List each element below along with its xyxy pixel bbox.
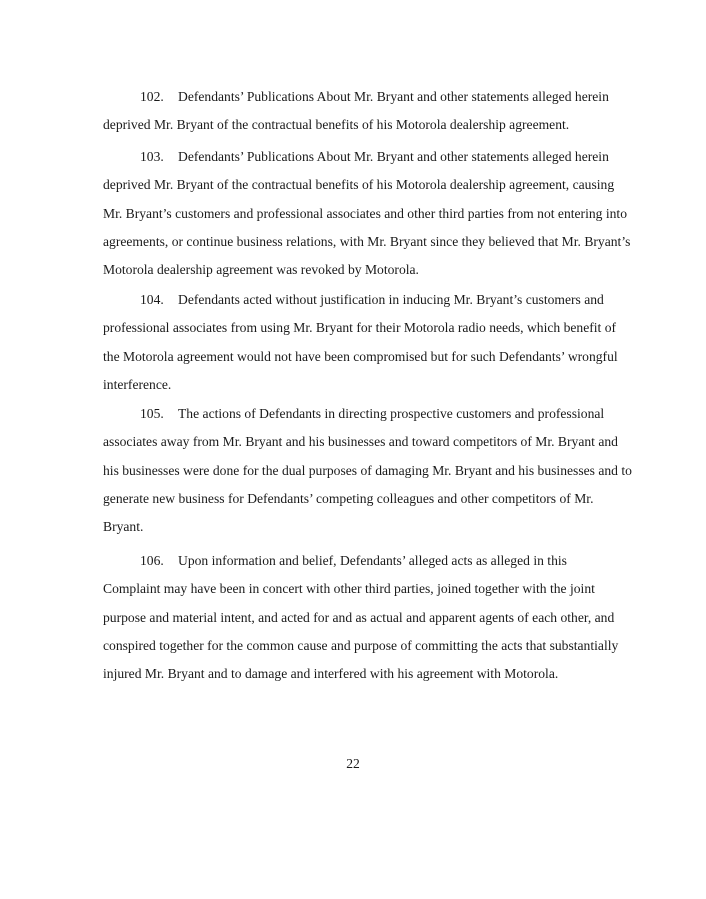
paragraph-line: generate new business for Defendants’ competing colleagues and other competitors of Mr. [103,490,594,506]
paragraph-number: 103. [140,149,164,164]
paragraph-line: deprived Mr. Bryant of the contractual benefits of his Motorola dealership agreement. [103,117,570,133]
paragraph-103 [103,143,631,284]
paragraph-line: conspired together for the common cause and purpose of committing the acts that substantially [103,637,619,653]
paragraph-line: professional associates from using Mr. Bryant for their Motorola radio needs, which benefit of [103,320,617,336]
paragraph-104 [103,286,618,399]
paragraph-line: Upon information and belief, Defendants’ alleged acts as alleged in this [178,553,567,568]
paragraph-line: Defendants’ Publications About Mr. Bryant and other statements alleged herein [178,89,609,104]
paragraph-number: 106. [140,553,164,568]
paragraph-line: agreements, or continue business relations, with Mr. Bryant since they believed that Mr. Bryant’s [103,233,631,249]
paragraph-line: Complaint may have been in concert with other third parties, joined together with the joint [103,581,595,597]
paragraph-102 [103,83,613,140]
paragraph-number: 102. [140,89,164,104]
paragraph-line: the Motorola agreement would not have been compromised but for such Defendants’ wrongful [103,348,618,364]
paragraph-line: interference. [103,376,172,392]
paragraph-line: deprived Mr. Bryant of the contractual benefits of his Motorola dealership agreement, causing [103,177,615,193]
paragraph-line: Bryant. [103,519,144,535]
page-number: 22 [346,756,360,771]
paragraph-line: Defendants acted without justification in inducing Mr. Bryant’s customers and [178,292,604,307]
paragraph-line: associates away from Mr. Bryant and his businesses and toward competitors of Mr. Bryant and [103,434,618,450]
paragraph-line: Mr. Bryant’s customers and professional associates and other third parties from not entering into [103,205,627,221]
paragraph-line: The actions of Defendants in directing prospective customers and professional [178,406,605,421]
paragraph-line: his businesses were done for the dual purposes of damaging Mr. Bryant and his businesses and to [103,462,632,478]
paragraph-106 [103,547,619,688]
paragraph-line: purpose and material intent, and acted for and as actual and apparent agents of each other, and [103,609,615,625]
paragraph-line: Defendants’ Publications About Mr. Bryant and other statements alleged herein [178,149,609,164]
paragraph-line: Motorola dealership agreement was revoked by Motorola. [103,262,419,278]
paragraph-number: 105. [140,406,164,421]
paragraph-line: injured Mr. Bryant and to damage and interfered with his agreement with Motorola. [103,666,559,682]
paragraph-105 [103,400,632,541]
paragraph-number: 104. [140,292,164,307]
